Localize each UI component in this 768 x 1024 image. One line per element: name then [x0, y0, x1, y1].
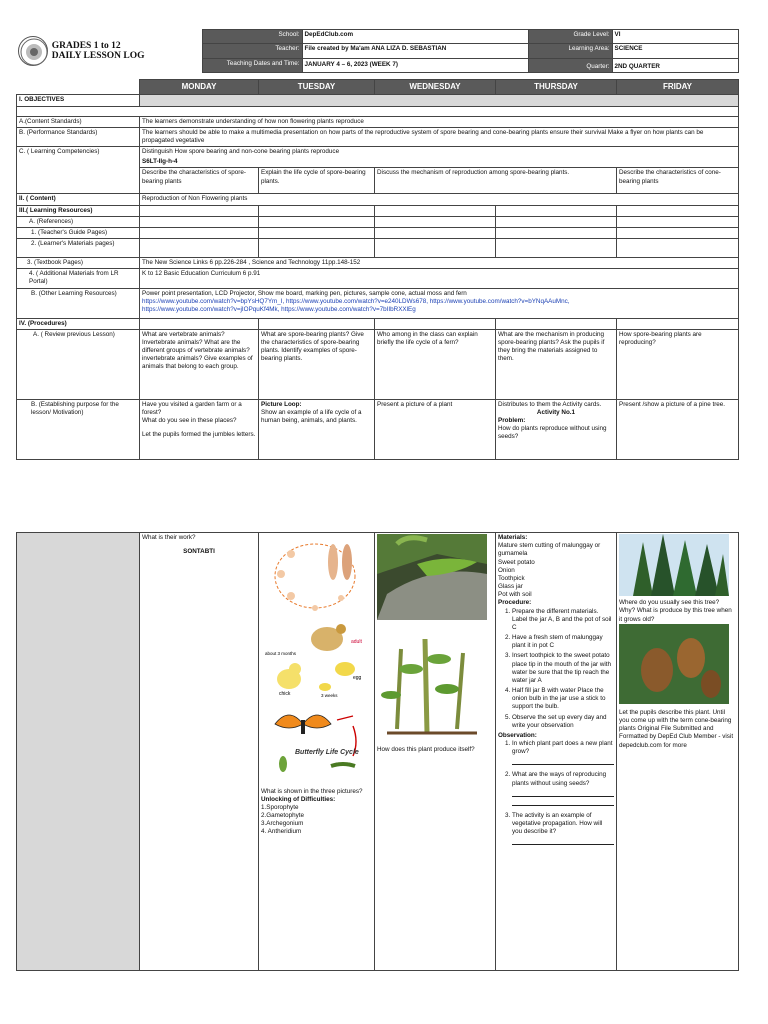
review-wednesday: Who among in the class can explain briefly the life cycle of a fern?: [375, 329, 496, 399]
competency-wed-thu: Discuss the mechanism of reproduction among spore-bearing plants.: [375, 168, 617, 194]
content-standards-label: A.(Content Standards): [17, 116, 140, 127]
procedures-label: IV. (Procedures): [17, 318, 140, 329]
purpose-label: B. (Establishing purpose for the lesson/ Motivation): [17, 399, 140, 459]
content-label: II. ( Content): [17, 194, 140, 205]
lr-portal-label: 4. ( Additional Materials from LR Portal): [17, 269, 140, 288]
procedure-step: 3. Insert toothpick to the sweet potato place tip in the mouth of the jar with water be sure that the tip reach the water jar A: [512, 652, 614, 685]
three-months-label: about 3 months: [265, 651, 297, 657]
other-resources-value: Power point presentation, LCD Projector, Show me board, marking pen, pictures, sample cone, actual moss and fern: [142, 289, 467, 297]
day-thursday: THURSDAY: [496, 80, 617, 95]
egg-label: egg: [353, 675, 362, 682]
pine-trees-photo: [619, 534, 729, 596]
adult-label: adult: [351, 639, 362, 646]
procedure-step: 4. Half fill jar B with water Place the onion bulb in the jar use a stick to support the bulb.: [512, 687, 614, 712]
purpose-monday-2: What do you see in these places?: [142, 417, 237, 425]
competencies-code: S6LT-IIg-h-4: [140, 157, 739, 168]
lesson-log-page-2: [16, 532, 738, 971]
grade-label: Grade Level:: [528, 30, 612, 44]
day-wednesday: WEDNESDAY: [375, 80, 496, 95]
purpose-monday-3: Let the pupils formed the jumbles letters.: [142, 431, 256, 439]
content-value: Reproduction of Non Flowering plants: [140, 194, 739, 205]
purpose-monday-1: Have you visited a garden farm or a forest?: [142, 400, 242, 416]
tg-label: 1. (Teacher's Guide Pages): [17, 227, 140, 238]
wednesday-question: How does this plant produce itself?: [377, 746, 475, 754]
day-friday: FRIDAY: [617, 80, 739, 95]
problem-heading: Problem:: [498, 417, 526, 425]
deped-seal-logo: [18, 36, 48, 66]
content-standards: The learners demonstrate understanding of how non flowering plants reproduce: [140, 116, 739, 127]
material-2: Sweet potato: [498, 558, 535, 566]
competency-tuesday: Explain the life cycle of spore-bearing plants.: [259, 168, 375, 194]
textbook-label: 3. (Textbook Pages): [17, 258, 140, 269]
materials-heading: Materials:: [498, 534, 528, 541]
material-6: Pot with soil: [498, 591, 532, 599]
objectives-heading: I. OBJECTIVES: [17, 95, 140, 106]
material-3: Onion: [498, 566, 515, 574]
term-1: 1.Sporophyte: [261, 803, 299, 811]
area-value: SCIENCE: [612, 44, 738, 58]
resources-label: III.( Learning Resources): [17, 205, 140, 216]
butterfly-caption: Butterfly Life Cycle: [295, 749, 359, 757]
friday-note: Let the pupils describe this plant. Until you come up with the term cone-bearing plants Original File Submitted and Formatted by DepEd Club Member - visit depedclub.com for more: [619, 708, 734, 749]
school-label: School:: [202, 30, 302, 44]
day-monday: MONDAY: [140, 80, 259, 95]
purpose-wednesday: Present a picture of a plant: [375, 399, 496, 459]
header-table: [16, 29, 739, 73]
day-tuesday: TUESDAY: [259, 80, 375, 95]
title-daily-lesson-log: DAILY LESSON LOG: [51, 51, 145, 61]
lm-label: 2. (Learner's Materials pages): [17, 239, 140, 258]
competencies-label: C. ( Learning Competencies): [17, 147, 140, 194]
teacher-label: Teacher:: [202, 44, 302, 58]
term-3: 3.Archegonium: [261, 820, 304, 828]
term-2: 2.Gametophyte: [261, 812, 305, 820]
lr-portal-value: K to 12 Basic Education Curriculum 6 p.91: [140, 269, 739, 288]
youtube-links-line2[interactable]: https://www.youtube.com/watch?v=jIOPquKf4Mk, https://www.youtube.com/watch?v=7bIIbRXXlEg: [142, 305, 416, 313]
pine-cones-photo: [619, 624, 729, 704]
competencies-main: Distinguish How spore bearing and non-cone bearing plants reproduce: [140, 147, 739, 158]
textbook-value: The New Science Links 6 pp.226-284 , Science and Technology 11pp.148-152: [140, 258, 739, 269]
references-label: A. (References): [17, 216, 140, 227]
area-label: Learning Area:: [528, 44, 612, 58]
teacher-value: File created by Ma'am ANA LIZA D. SEBASTIAN: [302, 44, 528, 58]
observation-question: 3. The activity is an example of vegetative propagation. How will you describe it?: [512, 812, 614, 846]
lesson-log-table: [16, 79, 739, 460]
butterfly-life-cycle-image: [261, 702, 369, 778]
picture-loop-heading: Picture Loop:: [261, 400, 302, 408]
procedure-heading: Procedure:: [498, 599, 532, 607]
observation-question: 1. In which plant part does a new plant grow?: [512, 740, 614, 765]
purpose-thursday-1: Distributes to them the Activity cards.: [498, 400, 602, 408]
purpose-friday: Present /show a picture of a pine tree.: [617, 399, 739, 459]
grade-value: VI: [612, 30, 738, 44]
material-5: Glass jar: [498, 583, 523, 591]
chick-label: chick: [279, 691, 291, 698]
material-4: Toothpick: [498, 574, 525, 582]
friday-question: Where do you usually see this tree? Why? What is produce by this tree when it grows old?: [619, 599, 732, 623]
monday-question: What is their work?: [142, 534, 196, 541]
human-life-cycle-image: [261, 534, 369, 618]
performance-standards: The learners should be able to make a multimedia presentation on how parts of the reproductive system of spore bearing and cone-bearing plants ensure their survival Make a flyer on how plants can be propagated vegetative: [140, 127, 739, 146]
purpose-tuesday: Show an example of a life cycle of a human being, animals, and plants.: [261, 408, 362, 425]
chicken-life-cycle-image: [261, 621, 369, 699]
procedure-step: 5. Observe the set up every day and write your observation: [512, 714, 614, 730]
review-monday: What are vertebrate animals? Invertebrate animals? What are the different groups of vertebrate animals? invertebrate animals? Give examples of animals that belong to each group.: [140, 329, 259, 399]
review-thursday: What are the mechanism in producing spore-bearing plants? Ask the pupils if they bring the materials assigned to them.: [496, 329, 617, 399]
competency-monday: Describe the characteristics of spore-bearing plants: [140, 168, 259, 194]
performance-label: B. (Performance Standards): [17, 127, 140, 146]
purpose-thursday-2: How do plants reproduce without using seeds?: [498, 425, 607, 441]
stem-cutting-plant-image: [377, 629, 487, 739]
three-weeks-label: 3 weeks: [321, 693, 338, 699]
unlocking-heading: Unlocking of Difficulties:: [261, 795, 336, 803]
lesson-log-page-1: [16, 29, 738, 460]
dates-value: JANUARY 4 – 6, 2023 (WEEK 7): [302, 58, 528, 72]
activity-heading: Activity No.1: [536, 408, 576, 416]
review-tuesday: What are spore-bearing plants? Give the characteristics of spore-bearing plants. Identify examples of spore-bearing plants.: [259, 329, 375, 399]
procedure-steps: [498, 608, 614, 730]
school-value: DepEdClub.com: [302, 30, 528, 44]
review-label: A. ( Review previous Lesson): [17, 329, 140, 399]
term-4: 4. Antheridium: [261, 828, 302, 836]
lesson-log-table-continued: [16, 532, 739, 971]
dates-label: Teaching Dates and Time:: [202, 58, 302, 72]
other-resources-label: B. (Other Learning Resources): [17, 288, 140, 318]
observation-heading: Observation:: [498, 731, 537, 739]
youtube-links-line1[interactable]: https://www.youtube.com/watch?v=bpYsHQ7Ym_I, https://www.youtube.com/watch?v=e240LDWs678, https://www.youtube.com/watch?v=bYNqAAuMnc,: [142, 297, 570, 305]
observation-question: 2. What are the ways of reproducing plants without using seeds?: [512, 771, 614, 805]
review-friday: How spore-bearing plants are reproducing?: [617, 329, 739, 399]
tuesday-question: What is shown in the three pictures?: [261, 787, 363, 795]
title-grades: GRADES 1 to 12: [51, 40, 121, 51]
material-1: Mature stem cutting of malunggay or gumamela: [498, 542, 601, 558]
observation-questions: [498, 740, 614, 845]
competency-friday: Describe the characteristics of cone-bearing plants: [617, 168, 739, 194]
procedure-step: 2. Have a fresh stem of malunggay plant it in pot C: [512, 634, 614, 650]
jumbled-word: SONTABTI: [183, 548, 215, 556]
quarter-value: 2ND QUARTER: [612, 58, 738, 72]
quarter-label: Quarter:: [528, 58, 612, 72]
moss-photo: [377, 534, 487, 620]
procedure-step: 1. Prepare the different materials. Label the jar A, B and the pot of soil C: [512, 608, 614, 633]
